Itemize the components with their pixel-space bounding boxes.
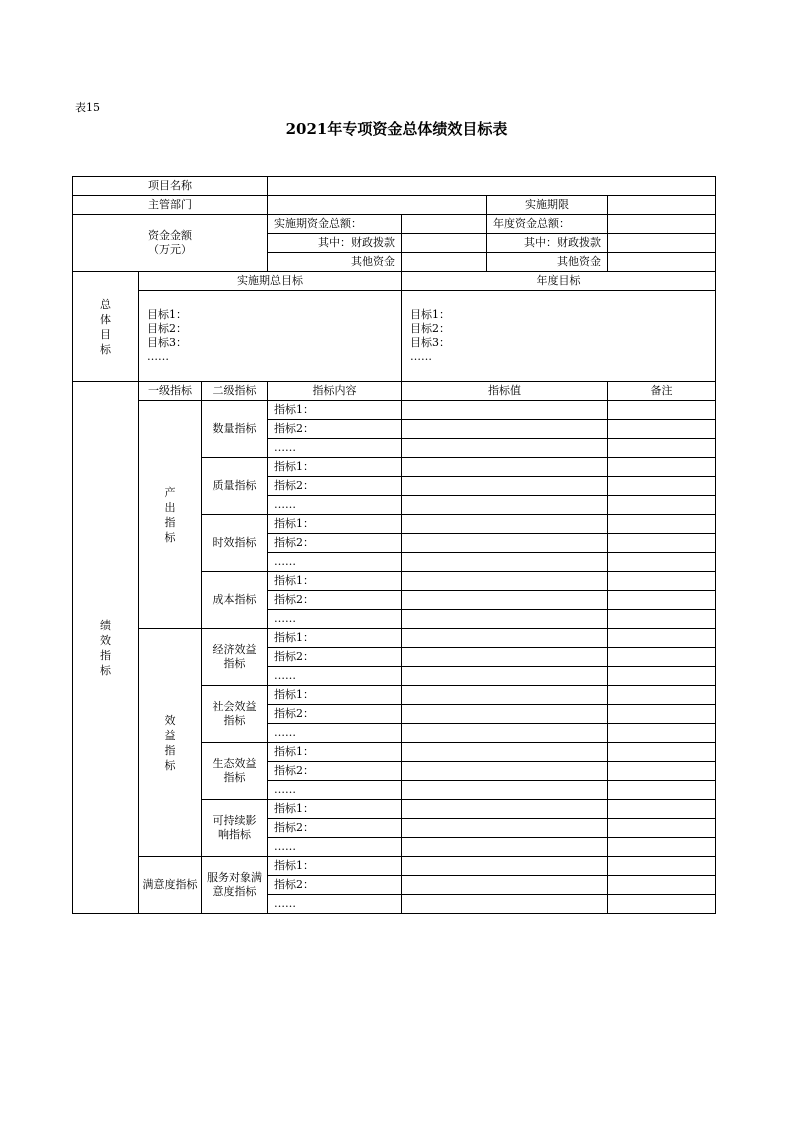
- indicator-cell[interactable]: 指标2：: [268, 819, 402, 838]
- goal-line: 目标3：: [147, 336, 187, 349]
- note-cell[interactable]: [608, 895, 716, 914]
- value-cell[interactable]: [402, 572, 608, 591]
- table-row: [73, 401, 716, 420]
- indicator-cell[interactable]: ……: [268, 724, 402, 743]
- value-cell[interactable]: [402, 667, 608, 686]
- note-cell[interactable]: [608, 781, 716, 800]
- goal-line: ……: [147, 350, 169, 363]
- col-content: 指标内容: [268, 382, 402, 401]
- note-cell[interactable]: [608, 629, 716, 648]
- indicator-cell[interactable]: ……: [268, 667, 402, 686]
- indicator-cell[interactable]: 指标1：: [268, 401, 402, 420]
- indicator-cell[interactable]: ……: [268, 439, 402, 458]
- value-cell[interactable]: [402, 724, 608, 743]
- value-cell[interactable]: [402, 895, 608, 914]
- output-group: 时效指标: [202, 515, 268, 572]
- fiscal-label: 其中：财政拨款: [268, 234, 402, 253]
- other-label: 其他资金: [268, 253, 402, 272]
- note-cell[interactable]: [608, 857, 716, 876]
- value-cell[interactable]: [402, 477, 608, 496]
- row-dept: [73, 196, 716, 215]
- value-cell[interactable]: [402, 686, 608, 705]
- value-cell[interactable]: [402, 800, 608, 819]
- indicator-cell[interactable]: 指标1：: [268, 572, 402, 591]
- value-cell[interactable]: [402, 838, 608, 857]
- table-row: [73, 629, 716, 648]
- value-cell[interactable]: [402, 553, 608, 572]
- satisfaction-group: 服务对象满意度指标: [202, 857, 268, 914]
- note-cell[interactable]: [608, 572, 716, 591]
- col-level2: 二级指标: [202, 382, 268, 401]
- benefit-group: 生态效益指标: [202, 743, 268, 800]
- table-row: [73, 857, 716, 876]
- page-title: 2021年专项资金总体绩效目标表: [285, 120, 508, 138]
- value-cell[interactable]: [402, 496, 608, 515]
- note-cell[interactable]: [608, 515, 716, 534]
- indicator-cell[interactable]: 指标2：: [268, 477, 402, 496]
- indicator-cell[interactable]: ……: [268, 496, 402, 515]
- value-cell[interactable]: [402, 610, 608, 629]
- goals-side-label: 总体目标: [100, 297, 111, 356]
- note-cell[interactable]: [608, 648, 716, 667]
- value-cell[interactable]: [402, 591, 608, 610]
- col-level1: 一级指标: [139, 382, 202, 401]
- dept-label: 主管部门: [73, 196, 268, 215]
- indicator-cell[interactable]: 指标2：: [268, 648, 402, 667]
- col-note: 备注: [608, 382, 716, 401]
- note-cell[interactable]: [608, 762, 716, 781]
- note-cell[interactable]: [608, 838, 716, 857]
- indicator-cell[interactable]: 指标1：: [268, 686, 402, 705]
- value-cell[interactable]: [402, 743, 608, 762]
- indicator-cell[interactable]: 指标1：: [268, 743, 402, 762]
- value-cell[interactable]: [402, 781, 608, 800]
- indicator-cell[interactable]: 指标2：: [268, 876, 402, 895]
- fiscal-field[interactable]: [402, 234, 487, 253]
- value-cell[interactable]: [402, 534, 608, 553]
- note-cell[interactable]: [608, 439, 716, 458]
- value-cell[interactable]: [402, 705, 608, 724]
- indicator-cell[interactable]: 指标1：: [268, 458, 402, 477]
- note-cell[interactable]: [608, 876, 716, 895]
- year-goal-header: 年度目标: [402, 272, 716, 291]
- note-cell[interactable]: [608, 420, 716, 439]
- row-goal-headers: [73, 272, 716, 291]
- other-label-year: 其他资金: [487, 253, 608, 272]
- project-name-field[interactable]: [268, 177, 716, 196]
- value-cell[interactable]: [402, 648, 608, 667]
- row-goal-content: [73, 291, 716, 382]
- indicator-cell[interactable]: 指标2：: [268, 420, 402, 439]
- indicator-cell[interactable]: 指标2：: [268, 534, 402, 553]
- note-cell[interactable]: [608, 686, 716, 705]
- indicator-cell[interactable]: ……: [268, 781, 402, 800]
- benefit-group: 经济效益指标: [202, 629, 268, 686]
- indicator-cell[interactable]: 指标2：: [268, 591, 402, 610]
- output-cell: [139, 401, 202, 629]
- row-funds-total: [73, 215, 716, 234]
- value-cell[interactable]: [402, 762, 608, 781]
- perf-side-cell: [73, 382, 139, 914]
- note-cell[interactable]: [608, 401, 716, 420]
- other-field[interactable]: [402, 253, 487, 272]
- indicator-cell[interactable]: 指标2：: [268, 705, 402, 724]
- funds-label: 资金金额: [148, 229, 192, 242]
- note-cell[interactable]: [608, 724, 716, 743]
- goals-side-cell: [73, 272, 139, 382]
- year-goal-field[interactable]: [402, 291, 716, 382]
- indicator-cell[interactable]: 指标1：: [268, 800, 402, 819]
- note-cell[interactable]: [608, 534, 716, 553]
- goal-line: 目标2：: [410, 322, 450, 335]
- goal-line: 目标1：: [410, 308, 450, 321]
- note-cell[interactable]: [608, 496, 716, 515]
- year-funds-field[interactable]: [608, 215, 716, 234]
- year-funds-label: 年度资金总额：: [487, 215, 608, 234]
- indicator-cell[interactable]: 指标2：: [268, 762, 402, 781]
- indicator-cell[interactable]: 指标1：: [268, 515, 402, 534]
- value-cell[interactable]: [402, 458, 608, 477]
- benefit-label: 效益指标: [164, 713, 176, 772]
- value-cell[interactable]: [402, 439, 608, 458]
- col-value: 指标值: [402, 382, 608, 401]
- funds-label-cell: [73, 215, 268, 272]
- indicator-cell[interactable]: 指标1：: [268, 857, 402, 876]
- indicator-cell[interactable]: ……: [268, 838, 402, 857]
- note-cell[interactable]: [608, 819, 716, 838]
- project-name-label: 项目名称: [73, 177, 268, 196]
- row-perf-headers: [73, 382, 716, 401]
- row-project-name: [73, 177, 716, 196]
- performance-target-table: [72, 176, 716, 914]
- note-cell[interactable]: [608, 591, 716, 610]
- output-group: 数量指标: [202, 401, 268, 458]
- total-funds-field[interactable]: [402, 215, 487, 234]
- note-cell[interactable]: [608, 743, 716, 762]
- goal-line: 目标2：: [147, 322, 187, 335]
- value-cell[interactable]: [402, 819, 608, 838]
- value-cell[interactable]: [402, 857, 608, 876]
- goal-line: ……: [410, 350, 432, 363]
- benefit-group: 可持续影响指标: [202, 800, 268, 857]
- value-cell[interactable]: [402, 401, 608, 420]
- period-field[interactable]: [608, 196, 716, 215]
- period-goal-field[interactable]: [139, 291, 402, 382]
- indicator-cell[interactable]: ……: [268, 895, 402, 914]
- value-cell[interactable]: [402, 876, 608, 895]
- table-number: 表15: [75, 101, 100, 114]
- output-group: 成本指标: [202, 572, 268, 629]
- funds-unit: （万元）: [148, 243, 192, 256]
- benefit-cell: [139, 629, 202, 857]
- indicator-cell[interactable]: ……: [268, 553, 402, 572]
- satisfaction-cell: 满意度指标: [139, 857, 202, 914]
- indicator-cell[interactable]: ……: [268, 610, 402, 629]
- indicator-cell[interactable]: 指标1：: [268, 629, 402, 648]
- note-cell[interactable]: [608, 553, 716, 572]
- perf-side-label: 绩效指标: [100, 618, 111, 677]
- note-cell[interactable]: [608, 667, 716, 686]
- goal-line: 目标3：: [410, 336, 450, 349]
- output-label: 产出指标: [164, 485, 176, 544]
- output-group: 质量指标: [202, 458, 268, 515]
- other-field-year[interactable]: [608, 253, 716, 272]
- value-cell[interactable]: [402, 515, 608, 534]
- value-cell[interactable]: [402, 420, 608, 439]
- dept-field[interactable]: [268, 196, 487, 215]
- note-cell[interactable]: [608, 477, 716, 496]
- note-cell[interactable]: [608, 610, 716, 629]
- period-goal-header: 实施期总目标: [139, 272, 402, 291]
- benefit-group: 社会效益指标: [202, 686, 268, 743]
- total-funds-label: 实施期资金总额：: [268, 215, 402, 234]
- value-cell[interactable]: [402, 629, 608, 648]
- note-cell[interactable]: [608, 800, 716, 819]
- note-cell[interactable]: [608, 705, 716, 724]
- note-cell[interactable]: [608, 458, 716, 477]
- fiscal-field-year[interactable]: [608, 234, 716, 253]
- goal-line: 目标1：: [147, 308, 187, 321]
- fiscal-label-year: 其中：财政拨款: [487, 234, 608, 253]
- period-label: 实施期限: [487, 196, 608, 215]
